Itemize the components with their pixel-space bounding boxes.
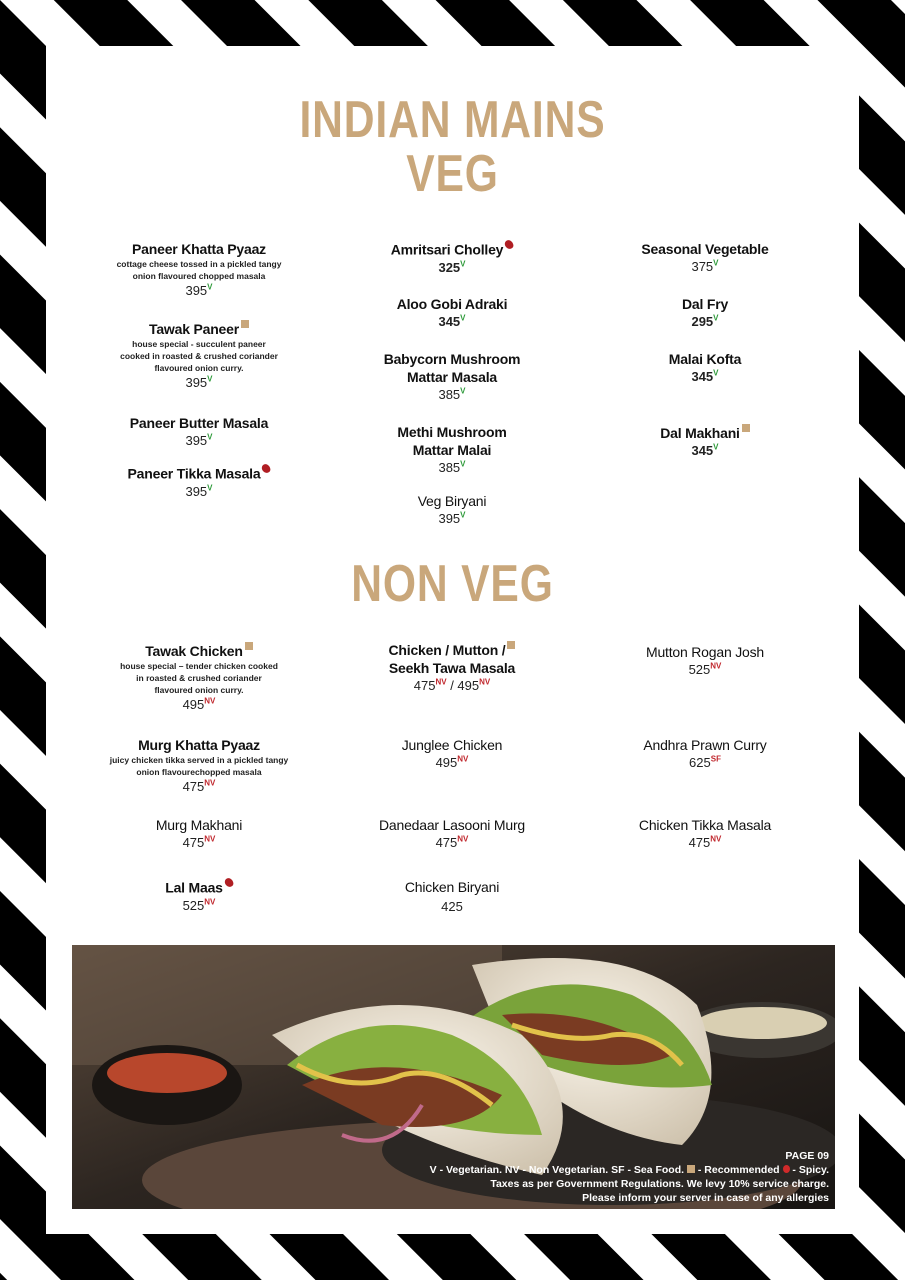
legend-spicy: - Spicy. — [792, 1164, 829, 1176]
veg-tag: V — [713, 368, 719, 378]
nonveg-tag: NV — [457, 834, 469, 844]
item-price: 525 — [182, 897, 205, 913]
item-name: Dal Fry — [681, 296, 729, 312]
item-price: 345 — [691, 443, 714, 458]
nonveg-tag: NV — [435, 677, 447, 687]
veg-tag: V — [460, 259, 466, 269]
menu-item — [327, 878, 577, 915]
menu-item — [327, 295, 577, 330]
page-title: INDIAN MAINS — [299, 91, 606, 149]
menu-item — [327, 816, 577, 851]
menu-item — [74, 878, 324, 914]
item-price: 625 — [689, 755, 711, 770]
recommended-icon — [687, 1165, 695, 1173]
legend-text: V - Vegetarian. NV - Non Vegetarian. SF - Sea Food. — [429, 1164, 685, 1176]
menu-item — [74, 736, 324, 795]
item-description: juicy chicken tikka served in a pickled tangy onion flavourechopped masala — [109, 755, 289, 777]
item-price: 385 — [438, 460, 461, 475]
menu-item — [327, 736, 577, 771]
item-name: Junglee Chicken — [401, 737, 503, 753]
item-price: 525 — [688, 662, 711, 677]
spicy-icon — [504, 239, 515, 250]
item-name: Tawak Paneer — [149, 321, 239, 337]
menu-item — [580, 643, 830, 678]
nonveg-tag: NV — [457, 754, 469, 764]
page-number: PAGE 09 — [785, 1150, 829, 1162]
menu-item — [580, 816, 830, 851]
item-name: Andhra Prawn Curry — [643, 737, 767, 753]
nonveg-tag: NV — [204, 696, 216, 706]
veg-tag: V — [460, 459, 466, 469]
item-price: 495 — [182, 697, 205, 712]
veg-tag: V — [713, 442, 719, 452]
menu-item — [580, 736, 830, 771]
item-name: Dal Makhani — [660, 425, 740, 441]
item-name-line2: Mattar Malai — [412, 442, 492, 458]
nonveg-tag: NV — [479, 677, 491, 687]
item-price: 395 — [185, 283, 208, 298]
menu-item — [74, 816, 324, 851]
item-name: Paneer Tikka Masala — [127, 465, 261, 482]
recommended-icon — [742, 424, 750, 432]
menu-item — [74, 464, 324, 500]
seafood-tag: SF — [710, 754, 721, 764]
item-price: 345 — [438, 314, 461, 329]
item-description: house special - succulent paneer cooked in roasted & crushed coriander flavoured onion curry. — [120, 339, 278, 373]
recommended-icon — [245, 642, 253, 650]
recommended-icon — [507, 641, 515, 649]
nonveg-tag: NV — [204, 897, 216, 907]
item-name: Veg Biryani — [417, 493, 487, 509]
veg-tag: V — [713, 313, 719, 323]
legend-recommended: - Recommended — [697, 1164, 780, 1176]
item-name-line2: Mattar Masala — [407, 369, 497, 385]
veg-tag: V — [207, 282, 213, 292]
veg-heading: VEG — [406, 145, 499, 203]
item-name: Malai Kofta — [668, 351, 742, 367]
menu-footer — [430, 1149, 829, 1205]
item-name-line2: Seekh Tawa Masala — [388, 660, 516, 676]
menu-item — [327, 240, 577, 276]
item-name: Lal Maas — [165, 879, 223, 896]
nonveg-tag: NV — [204, 778, 216, 788]
menu-item — [74, 240, 324, 299]
menu-panel — [46, 46, 859, 1234]
item-name: Murg Khatta Pyaaz — [138, 737, 260, 753]
menu-item — [74, 320, 324, 391]
veg-tag: V — [460, 313, 466, 323]
veg-tag: V — [713, 258, 719, 268]
item-price: 395 — [185, 375, 208, 390]
item-price: 345 — [691, 369, 714, 384]
item-description: house special – tender chicken cooked in roasted & crushed coriander flavoured onion curry. — [120, 661, 278, 695]
menu-item — [580, 240, 830, 275]
veg-tag: V — [207, 483, 213, 493]
nonveg-tag: NV — [710, 834, 722, 844]
item-name: Seasonal Vegetable — [641, 241, 769, 257]
spicy-icon — [223, 877, 234, 888]
item-name: Paneer Butter Masala — [129, 415, 269, 431]
veg-tag: V — [207, 432, 213, 442]
veg-tag: V — [460, 386, 466, 396]
menu-item — [580, 350, 830, 385]
menu-item — [327, 492, 577, 527]
item-name: Paneer Khatta Pyaaz — [132, 241, 266, 257]
taxes-note: Taxes as per Government Regulations. We levy 10% service charge. — [490, 1178, 829, 1190]
item-price: 475 — [413, 678, 436, 693]
food-photo — [72, 945, 835, 1209]
item-price: 475 — [182, 835, 205, 850]
item-price: 295 — [691, 314, 714, 329]
item-name-line1: Chicken / Mutton / — [388, 642, 506, 658]
veg-tag: V — [460, 510, 466, 520]
item-price: 475 — [435, 835, 458, 850]
item-name: Chicken Tikka Masala — [638, 817, 772, 833]
item-price: 395 — [185, 483, 208, 499]
item-price: 425 — [441, 899, 463, 914]
item-price: 395 — [438, 511, 461, 526]
recommended-icon — [241, 320, 249, 328]
item-price: 395 — [185, 433, 208, 448]
item-price: 385 — [438, 387, 461, 402]
spicy-icon — [783, 1165, 790, 1173]
item-name: Amritsari Cholley — [390, 241, 504, 258]
item-price: 475 — [688, 835, 711, 850]
item-name: Aloo Gobi Adraki — [396, 296, 508, 312]
item-name: Danedaar Lasooni Murg — [378, 817, 525, 833]
allergy-note: Please inform your server in case of any allergies — [582, 1192, 829, 1204]
item-price: 375 — [691, 259, 714, 274]
item-price: 495 — [435, 755, 458, 770]
menu-item — [327, 423, 577, 476]
menu-item — [74, 642, 324, 713]
menu-item — [327, 350, 577, 403]
menu-item — [580, 295, 830, 330]
nonveg-heading: NON VEG — [351, 555, 554, 613]
veg-tag: V — [207, 374, 213, 384]
item-name: Murg Makhani — [155, 817, 243, 833]
spicy-icon — [261, 463, 272, 474]
item-price: 325 — [438, 259, 461, 275]
item-name-line1: Methi Mushroom — [397, 424, 507, 440]
menu-item — [74, 414, 324, 449]
nonveg-tag: NV — [204, 834, 216, 844]
item-description: cottage cheese tossed in a pickled tangy onion flavoured chopped masala — [116, 259, 282, 281]
item-price-2: 495 — [457, 678, 480, 693]
item-name: Tawak Chicken — [145, 643, 243, 659]
menu-item — [580, 424, 830, 459]
item-name: Mutton Rogan Josh — [645, 644, 764, 660]
item-name-line1: Babycorn Mushroom — [383, 351, 521, 367]
item-price: 475 — [182, 779, 205, 794]
nonveg-tag: NV — [710, 661, 722, 671]
item-name: Chicken Biryani — [404, 879, 500, 895]
menu-item: Chicken / Mutton / Seekh Tawa Masala $475^{NV} / 495^{NV}$ — [327, 641, 577, 694]
